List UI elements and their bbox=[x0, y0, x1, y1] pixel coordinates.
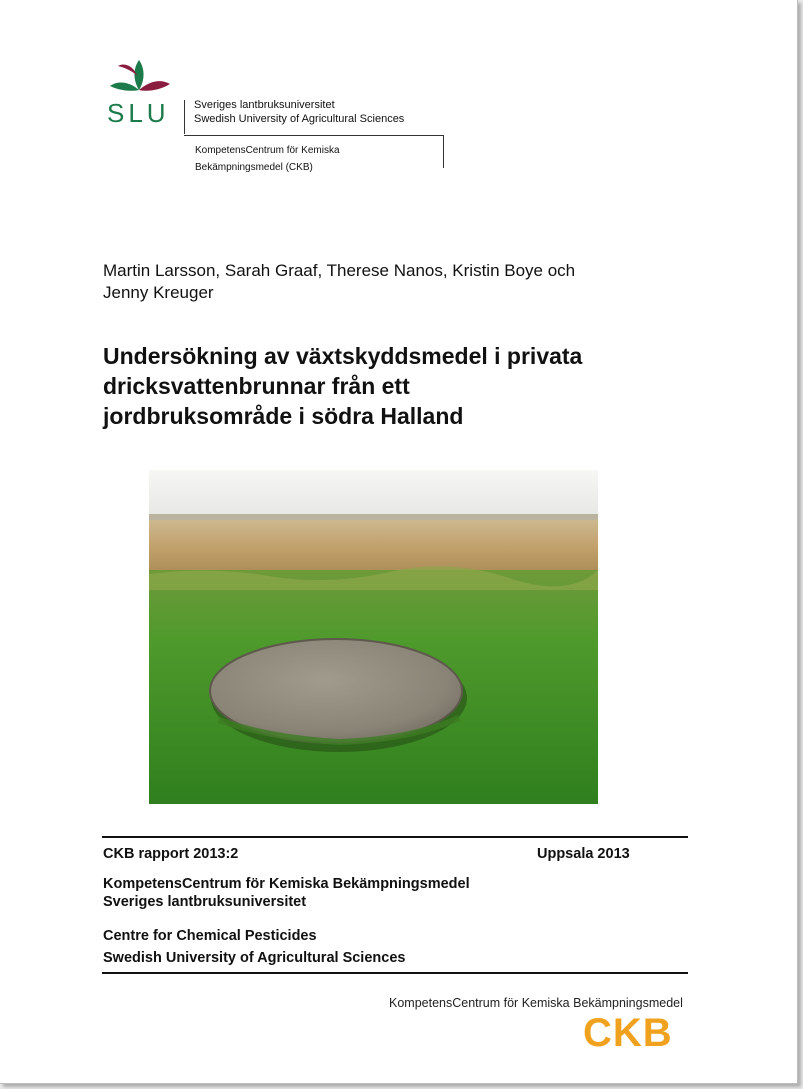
university-name-swedish: Sveriges lantbruksuniversitet bbox=[194, 99, 335, 111]
title-line3: jordbruksområde i södra Halland bbox=[103, 403, 464, 429]
report-number: CKB rapport 2013:2 bbox=[103, 846, 239, 862]
ckb-full-name: KompetensCentrum för Kemiska Bekämpningsmedel bbox=[389, 996, 683, 1010]
divider-bottom bbox=[102, 972, 688, 974]
authors bbox=[103, 260, 663, 304]
authors-line1: Martin Larsson, Sarah Graaf, Therese Nanos, Kristin Boye och bbox=[103, 261, 576, 280]
institution-slu-swedish: Sveriges lantbruksuniversitet bbox=[103, 894, 307, 910]
title-line1: Undersökning av växtskyddsmedel i privata bbox=[103, 343, 583, 369]
divider-top bbox=[102, 836, 688, 838]
ckb-name-line1: KompetensCentrum för Kemiska bbox=[195, 145, 340, 156]
ckb-name-line2: Bekämpningsmedel (CKB) bbox=[195, 162, 313, 173]
header-divider-horizontal bbox=[184, 135, 444, 136]
header-divider-vertical bbox=[184, 100, 185, 134]
report-title bbox=[103, 341, 703, 431]
header-divider-vertical-right bbox=[443, 135, 444, 168]
report-place-year: Uppsala 2013 bbox=[537, 846, 630, 862]
institution-slu-english: Swedish University of Agricultural Sciences bbox=[103, 950, 406, 966]
title-line2: dricksvattenbrunnar från ett bbox=[103, 373, 410, 399]
university-name-english: Swedish University of Agricultural Sciences bbox=[194, 113, 405, 125]
cover-photo-well-in-field bbox=[149, 470, 598, 804]
authors-line2: Jenny Kreuger bbox=[103, 283, 214, 302]
ckb-logo: CKB bbox=[583, 1011, 673, 1055]
slu-logo-text: SLU bbox=[107, 98, 170, 128]
institution-ckb-swedish: KompetensCentrum för Kemiska Bekämpningsmedel bbox=[103, 876, 470, 892]
institution-ckb-english: Centre for Chemical Pesticides bbox=[103, 928, 317, 944]
